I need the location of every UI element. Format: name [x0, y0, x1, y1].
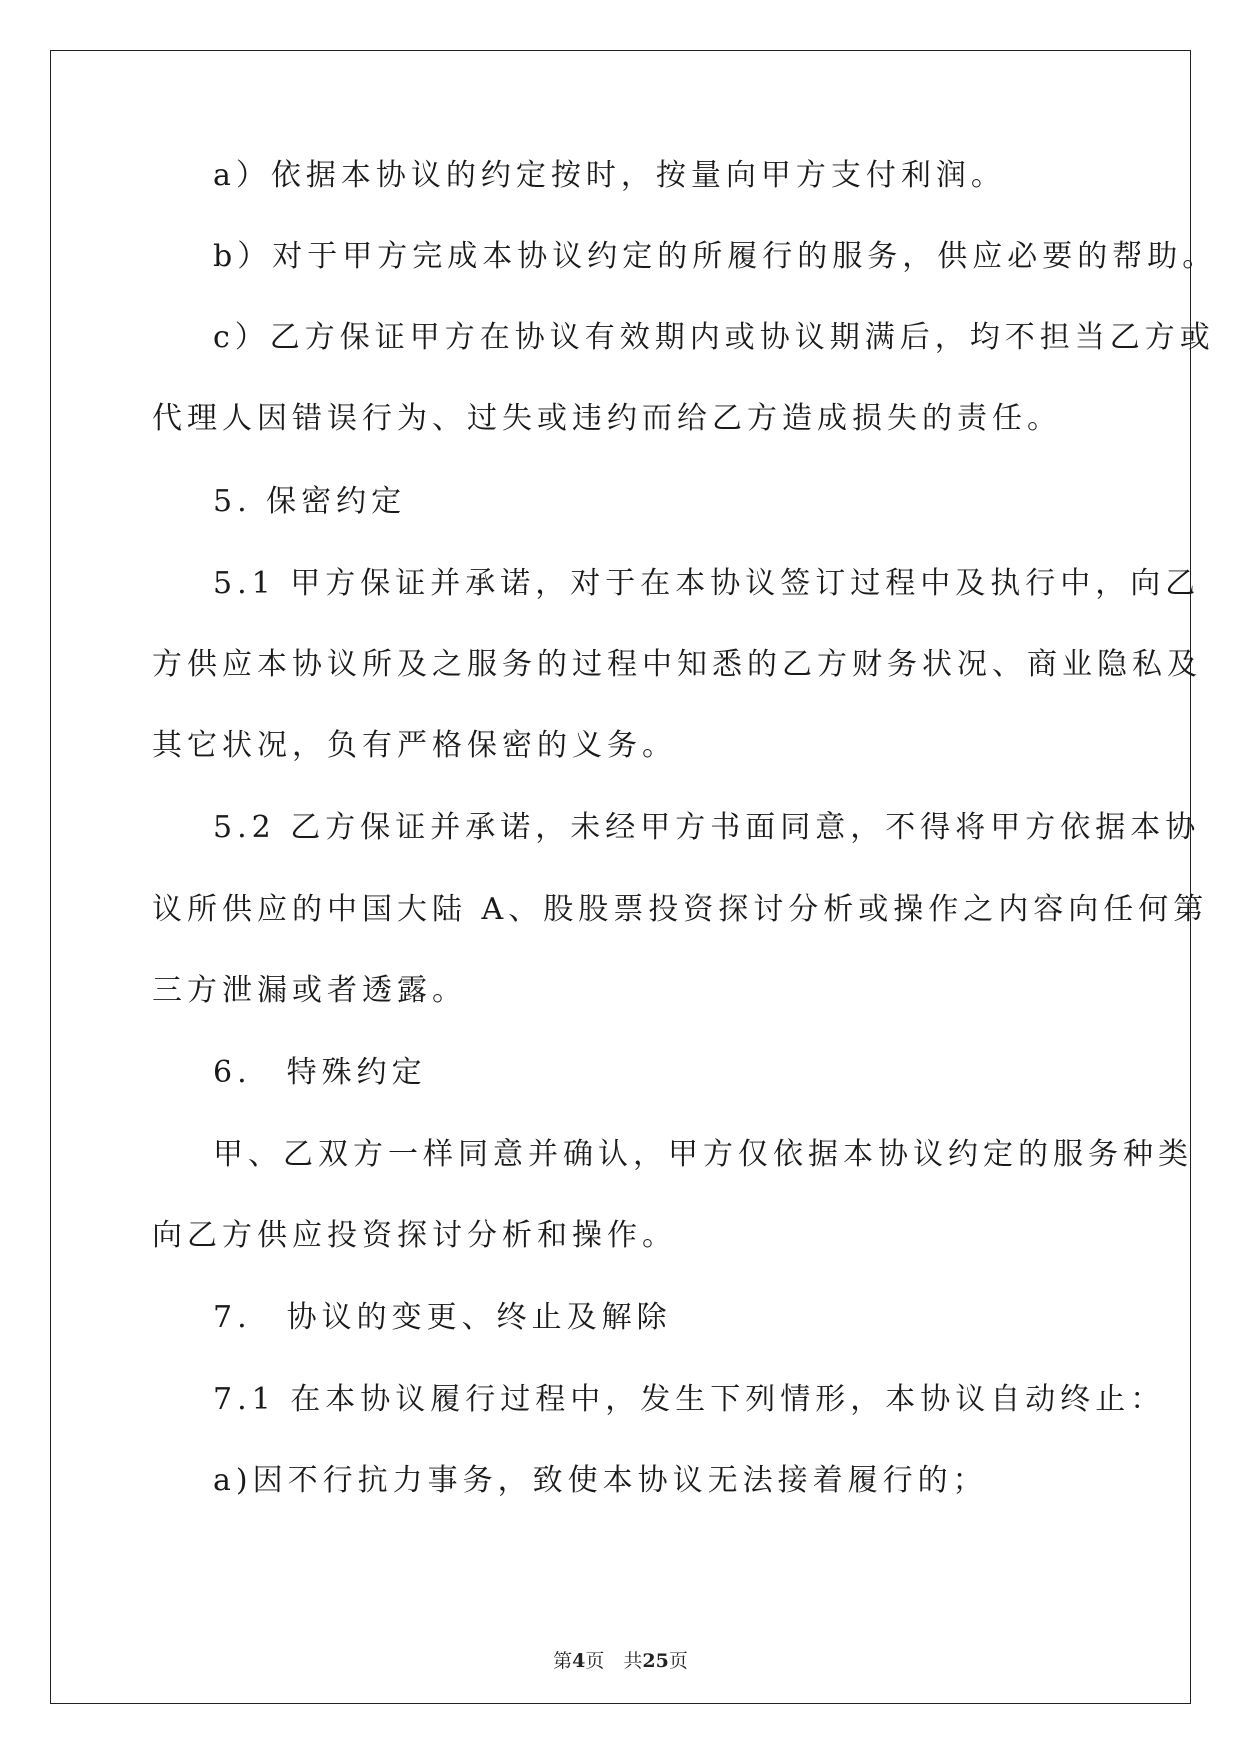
clause-c-liability-cont: 代理人因错误行为、过失或违约而给乙方造成损失的责任。 [152, 401, 1062, 436]
clause-5-2-cont: 议所供应的中国大陆 A、股股票投资探讨分析或操作之内容向任何第 [152, 892, 1209, 927]
page-border [50, 50, 1191, 1704]
clause-a-payment: a）依据本协议的约定按时，按量向甲方支付利润。 [213, 158, 1006, 193]
clause-6-body-cont: 向乙方供应投资探讨分析和操作。 [152, 1218, 677, 1253]
clause-6-body: 甲、乙双方一样同意并确认，甲方仅依据本协议约定的服务种类 [213, 1137, 1193, 1172]
clause-5-2-end: 三方泄漏或者透露。 [152, 973, 467, 1008]
footer-prefix: 第 [553, 1650, 573, 1672]
clause-b-assistance: b）对于甲方完成本协议约定的所履行的服务，供应必要的帮助。 [213, 239, 1218, 274]
section-heading-special: 6. 特殊约定 [213, 1055, 427, 1090]
clause-5-1-end: 其它状况，负有严格保密的义务。 [152, 728, 677, 763]
footer-page-suffix: 页 [585, 1650, 605, 1672]
page-footer [0, 1649, 1241, 1673]
total-pages-number: 25 [642, 1650, 669, 1672]
clause-5-1-cont: 方供应本协议所及之服务的过程中知悉的乙方财务状况、商业隐私及 [152, 647, 1202, 682]
clause-7-1: 7.1 在本协议履行过程中，发生下列情形，本协议自动终止： [213, 1382, 1166, 1417]
section-heading-termination: 7. 协议的变更、终止及解除 [213, 1300, 672, 1335]
clause-c-liability: c）乙方保证甲方在协议有效期内或协议期满后，均不担当乙方或 [213, 320, 1215, 355]
clause-7-1-a: a)因不行抗力事务，致使本协议无法接着履行的； [213, 1463, 988, 1498]
clause-5-2: 5.2 乙方保证并承诺，未经甲方书面同意，不得将甲方依据本协 [213, 810, 1201, 845]
section-heading-confidentiality: 5. 保密约定 [213, 484, 407, 519]
footer-total-prefix: 共 [623, 1650, 643, 1672]
clause-5-1: 5.1 甲方保证并承诺，对于在本协议签订过程中及执行中，向乙 [213, 566, 1201, 601]
current-page-number: 4 [572, 1650, 586, 1672]
footer-total-suffix: 页 [668, 1650, 688, 1672]
